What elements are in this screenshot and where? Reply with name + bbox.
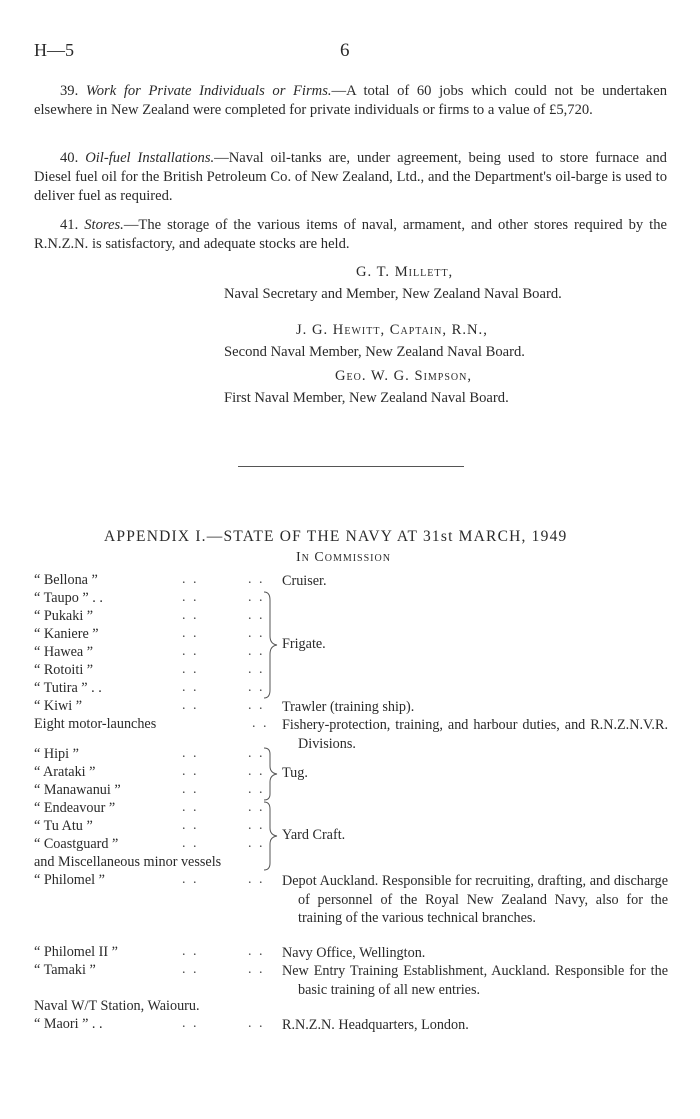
ship-name: “ Philomel ” <box>34 872 105 888</box>
ship-name: “ Hawea ” <box>34 644 94 660</box>
signature-name-3: Geo. W. G. Simpson, <box>335 368 473 384</box>
ship-name: “ Maori ” . . <box>34 1016 103 1032</box>
signature-role-3: First Naval Member, New Zealand Naval Board. <box>224 390 509 406</box>
leader-dots: . . . . <box>182 818 265 833</box>
ship-name: Eight motor-launches <box>34 716 157 732</box>
leader-dots: . . . . <box>182 590 265 605</box>
leader-dots: . . . . <box>182 962 265 977</box>
tug-brace-icon <box>260 746 280 802</box>
ship-name: “ Philomel II ” <box>34 944 118 960</box>
leader-dots: . . . . <box>182 662 265 677</box>
leader-dots: . . . . <box>182 944 265 959</box>
paragraph-39 <box>34 82 667 120</box>
ship-name: “ Arataki ” <box>34 764 96 780</box>
leader-dots: . . . . <box>182 608 265 623</box>
role-philomel-text: Depot Auckland. Responsible for recruiting, drafting, and discharge of personnel of the Royal New Zealand Navy, also for the training of the various technical branches. <box>282 873 668 926</box>
paragraph-text: —A total of 60 jobs which could not be undertaken elsewhere in New Zealand were completed for private individuals or firms to a value of £5,720. <box>34 83 667 118</box>
role-philomel <box>282 872 668 928</box>
paragraph-text: —The storage of the various items of naval, armament, and other stores required by the R.N.Z.N. is satisfactory, and adequate stocks are held. <box>34 217 667 252</box>
leader-dots: . . . . <box>182 872 265 887</box>
ship-name: “ Hipi ” <box>34 746 79 762</box>
paragraph-text: —Naval oil-tanks are, under agreement, being used to store furnace and Diesel fuel oil for the British Petroleum Co. of New Zealand, Ltd., and the Department's oil-barge is used to deliver fuel as required. <box>34 150 667 204</box>
leader-dots: . . . . <box>182 680 265 695</box>
paragraph-title: Oil-fuel Installations. <box>85 150 215 166</box>
document-code: H—5 <box>34 40 74 60</box>
leader-dots: . . . . <box>182 698 265 713</box>
ship-name: “ Rotoiti ” <box>34 662 94 678</box>
ship-name: “ Taupo ” . . <box>34 590 103 606</box>
role-trawler: Trawler (training ship). <box>282 699 415 715</box>
paragraph-41 <box>34 216 667 254</box>
paragraph-number: 39. <box>60 83 79 99</box>
signature-name-2: J. G. Hewitt, Captain, R.N., <box>296 322 488 338</box>
appendix-subtitle: In Commission <box>296 550 391 565</box>
paragraph-title: Stores. <box>84 217 124 233</box>
leader-dots: . . . . <box>182 800 265 815</box>
paragraph-40 <box>34 149 667 206</box>
ship-name: “ Pukaki ” <box>34 608 94 624</box>
role-frigate: Frigate. <box>282 636 326 652</box>
role-maori: R.N.Z.N. Headquarters, London. <box>282 1017 469 1033</box>
ship-name: “ Tutira ” . . <box>34 680 102 696</box>
ship-name: “ Coastguard ” <box>34 836 119 852</box>
signature-role-1: Naval Secretary and Member, New Zealand Naval Board. <box>224 286 562 302</box>
leader-dots: . . . . <box>182 764 265 779</box>
ship-name: “ Tamaki ” <box>34 962 96 978</box>
ship-name: “ Manawanui ” <box>34 782 121 798</box>
role-tamaki <box>282 962 668 999</box>
ship-name: Naval W/T Station, Waiouru. <box>34 998 200 1014</box>
role-tamaki-text: New Entry Training Establishment, Auckland. Responsible for the basic training of all new entries. <box>282 963 668 998</box>
role-tug: Tug. <box>282 765 308 781</box>
paragraph-number: 40. <box>60 150 79 166</box>
role-cruiser: Cruiser. <box>282 573 327 589</box>
leader-dots: . . <box>252 716 269 731</box>
ship-name: “ Tu Atu ” <box>34 818 93 834</box>
leader-dots: . . . . <box>182 626 265 641</box>
paragraph-number: 41. <box>60 217 79 233</box>
signature-name-1: G. T. Millett, <box>356 264 454 280</box>
ship-name: “ Kiwi ” <box>34 698 83 714</box>
yard-craft-brace-icon <box>260 800 280 872</box>
leader-dots: . . . . <box>182 1016 265 1031</box>
leader-dots: . . . . <box>182 746 265 761</box>
frigate-brace-icon <box>260 590 280 700</box>
section-divider <box>238 466 464 467</box>
role-yard-craft: Yard Craft. <box>282 827 346 843</box>
page-number: 6 <box>340 40 350 61</box>
appendix-title: APPENDIX I.—STATE OF THE NAVY AT 31st MARCH, 1949 <box>104 528 568 545</box>
signature-role-2: Second Naval Member, New Zealand Naval Board. <box>224 344 525 360</box>
role-philomel-ii: Navy Office, Wellington. <box>282 945 426 961</box>
role-launches <box>282 716 668 753</box>
ship-name: “ Kaniere ” <box>34 626 99 642</box>
leader-dots: . . . . <box>182 572 265 587</box>
role-launches-text: Fishery-protection, training, and harbour duties, and R.N.Z.N.V.R. Divisions. <box>282 717 668 752</box>
paragraph-title: Work for Private Individuals or Firms. <box>85 83 332 99</box>
ship-name: and Miscellaneous minor vessels <box>34 854 222 870</box>
leader-dots: . . . . <box>182 644 265 659</box>
leader-dots: . . . . <box>182 836 265 851</box>
leader-dots: . . . . <box>182 782 265 797</box>
ship-name: “ Endeavour ” <box>34 800 116 816</box>
ship-name: “ Bellona ” <box>34 572 98 588</box>
